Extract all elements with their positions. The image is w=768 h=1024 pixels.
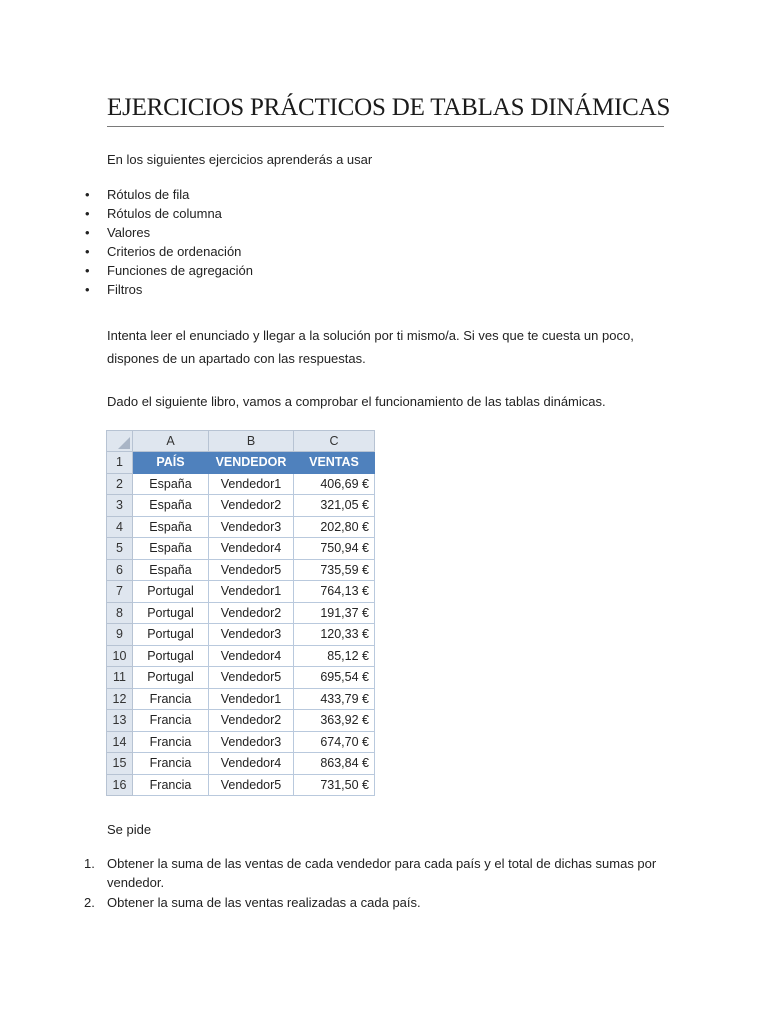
cell-vendedor[interactable]: Vendedor1 bbox=[209, 688, 294, 710]
cell-vendedor[interactable]: Vendedor2 bbox=[209, 602, 294, 624]
table-header-row bbox=[107, 452, 375, 474]
cell-ventas[interactable]: 191,37 € bbox=[294, 602, 375, 624]
cell-pais[interactable]: Portugal bbox=[133, 602, 209, 624]
cell-ventas[interactable]: 674,70 € bbox=[294, 731, 375, 753]
row-number[interactable]: 2 bbox=[107, 473, 133, 495]
row-number[interactable]: 3 bbox=[107, 495, 133, 517]
instructions-paragraph: Intenta leer el enunciado y llegar a la solución por ti mismo/a. Si ves que te cuesta un poco, dispones de un apartado con las respuestas. bbox=[107, 328, 634, 366]
cell-vendedor[interactable]: Vendedor3 bbox=[209, 624, 294, 646]
task-text: Obtener la suma de las ventas de cada vendedor para cada país y el total de dichas sumas por vendedor. bbox=[107, 856, 657, 890]
table-row bbox=[107, 581, 375, 603]
cell-ventas[interactable]: 735,59 € bbox=[294, 559, 375, 581]
cell-ventas[interactable]: 863,84 € bbox=[294, 753, 375, 775]
row-number[interactable]: 4 bbox=[107, 516, 133, 538]
row-number[interactable]: 8 bbox=[107, 602, 133, 624]
intro-text: En los siguientes ejercicios aprenderás a usar bbox=[107, 152, 373, 167]
header-cell-vendedor[interactable]: VENDEDOR bbox=[209, 452, 294, 474]
cell-ventas[interactable]: 85,12 € bbox=[294, 645, 375, 667]
row-number[interactable]: 13 bbox=[107, 710, 133, 732]
cell-ventas[interactable]: 750,94 € bbox=[294, 538, 375, 560]
table-row bbox=[107, 688, 375, 710]
cell-vendedor[interactable]: Vendedor5 bbox=[209, 559, 294, 581]
list-item: • Valores bbox=[107, 223, 253, 242]
cell-ventas[interactable]: 321,05 € bbox=[294, 495, 375, 517]
cell-pais[interactable]: Francia bbox=[133, 710, 209, 732]
row-number[interactable]: 10 bbox=[107, 645, 133, 667]
task-number: 2. bbox=[84, 895, 95, 910]
page-title: EJERCICIOS PRÁCTICOS DE TABLAS DINÁMICAS bbox=[107, 92, 664, 127]
cell-ventas[interactable]: 433,79 € bbox=[294, 688, 375, 710]
column-letter-b[interactable]: B bbox=[209, 431, 294, 452]
row-number[interactable]: 9 bbox=[107, 624, 133, 646]
cell-pais[interactable]: Portugal bbox=[133, 645, 209, 667]
tasks-list bbox=[84, 854, 677, 913]
cell-vendedor[interactable]: Vendedor3 bbox=[209, 731, 294, 753]
table-row bbox=[107, 753, 375, 775]
cell-ventas[interactable]: 120,33 € bbox=[294, 624, 375, 646]
header-cell-pais[interactable]: PAÍS bbox=[133, 452, 209, 474]
row-number[interactable]: 16 bbox=[107, 774, 133, 796]
cell-vendedor[interactable]: Vendedor4 bbox=[209, 753, 294, 775]
topics-list bbox=[107, 185, 253, 299]
cell-ventas[interactable]: 363,92 € bbox=[294, 710, 375, 732]
row-number[interactable]: 15 bbox=[107, 753, 133, 775]
cell-pais[interactable]: España bbox=[133, 495, 209, 517]
list-item: • Funciones de agregación bbox=[107, 261, 253, 280]
table-row bbox=[107, 645, 375, 667]
header-cell-ventas[interactable]: VENTAS bbox=[294, 452, 375, 474]
row-number[interactable]: 11 bbox=[107, 667, 133, 689]
cell-pais[interactable]: España bbox=[133, 538, 209, 560]
table-row bbox=[107, 731, 375, 753]
cell-vendedor[interactable]: Vendedor5 bbox=[209, 667, 294, 689]
cell-ventas[interactable]: 695,54 € bbox=[294, 667, 375, 689]
select-all-icon bbox=[118, 437, 130, 449]
cell-ventas[interactable]: 406,69 € bbox=[294, 473, 375, 495]
sheet-body bbox=[107, 473, 375, 796]
cell-vendedor[interactable]: Vendedor2 bbox=[209, 495, 294, 517]
workbook-intro-paragraph: Dado el siguiente libro, vamos a comprobar el funcionamiento de las tablas dinámicas. bbox=[107, 394, 606, 409]
column-letter-a[interactable]: A bbox=[133, 431, 209, 452]
list-item: • Rótulos de columna bbox=[107, 204, 253, 223]
task-text: Obtener la suma de las ventas realizadas a cada país. bbox=[107, 895, 421, 910]
list-item bbox=[84, 854, 677, 892]
column-header-row bbox=[107, 431, 375, 452]
table-row bbox=[107, 538, 375, 560]
cell-vendedor[interactable]: Vendedor3 bbox=[209, 516, 294, 538]
cell-vendedor[interactable]: Vendedor2 bbox=[209, 710, 294, 732]
cell-vendedor[interactable]: Vendedor4 bbox=[209, 538, 294, 560]
cell-pais[interactable]: España bbox=[133, 473, 209, 495]
list-item: • Rótulos de fila bbox=[107, 185, 253, 204]
table-row bbox=[107, 624, 375, 646]
table-row bbox=[107, 774, 375, 796]
spreadsheet-table bbox=[106, 430, 375, 796]
cell-ventas[interactable]: 202,80 € bbox=[294, 516, 375, 538]
list-item: • Filtros bbox=[107, 280, 253, 299]
column-letter-c[interactable]: C bbox=[294, 431, 375, 452]
table-row bbox=[107, 495, 375, 517]
table-row bbox=[107, 710, 375, 732]
cell-vendedor[interactable]: Vendedor1 bbox=[209, 473, 294, 495]
cell-pais[interactable]: Francia bbox=[133, 688, 209, 710]
row-number[interactable]: 6 bbox=[107, 559, 133, 581]
cell-ventas[interactable]: 731,50 € bbox=[294, 774, 375, 796]
cell-vendedor[interactable]: Vendedor4 bbox=[209, 645, 294, 667]
row-number[interactable]: 7 bbox=[107, 581, 133, 603]
row-number[interactable]: 14 bbox=[107, 731, 133, 753]
cell-pais[interactable]: Portugal bbox=[133, 667, 209, 689]
table-row bbox=[107, 516, 375, 538]
list-item: • Criterios de ordenación bbox=[107, 242, 253, 261]
select-all-corner[interactable] bbox=[107, 431, 133, 452]
table-row bbox=[107, 602, 375, 624]
cell-pais[interactable]: Portugal bbox=[133, 581, 209, 603]
cell-pais[interactable]: Portugal bbox=[133, 624, 209, 646]
task-number: 1. bbox=[84, 856, 95, 871]
row-number[interactable]: 5 bbox=[107, 538, 133, 560]
cell-pais[interactable]: España bbox=[133, 559, 209, 581]
list-item bbox=[84, 893, 677, 912]
cell-ventas[interactable]: 764,13 € bbox=[294, 581, 375, 603]
se-pide-label: Se pide bbox=[107, 822, 152, 837]
table-row bbox=[107, 667, 375, 689]
cell-pais[interactable]: España bbox=[133, 516, 209, 538]
row-number[interactable]: 12 bbox=[107, 688, 133, 710]
cell-vendedor[interactable]: Vendedor1 bbox=[209, 581, 294, 603]
cell-pais[interactable]: Francia bbox=[133, 753, 209, 775]
table-row bbox=[107, 559, 375, 581]
row-number[interactable]: 1 bbox=[107, 452, 133, 474]
cell-pais[interactable]: Francia bbox=[133, 731, 209, 753]
cell-vendedor[interactable]: Vendedor5 bbox=[209, 774, 294, 796]
cell-pais[interactable]: Francia bbox=[133, 774, 209, 796]
table-row bbox=[107, 473, 375, 495]
